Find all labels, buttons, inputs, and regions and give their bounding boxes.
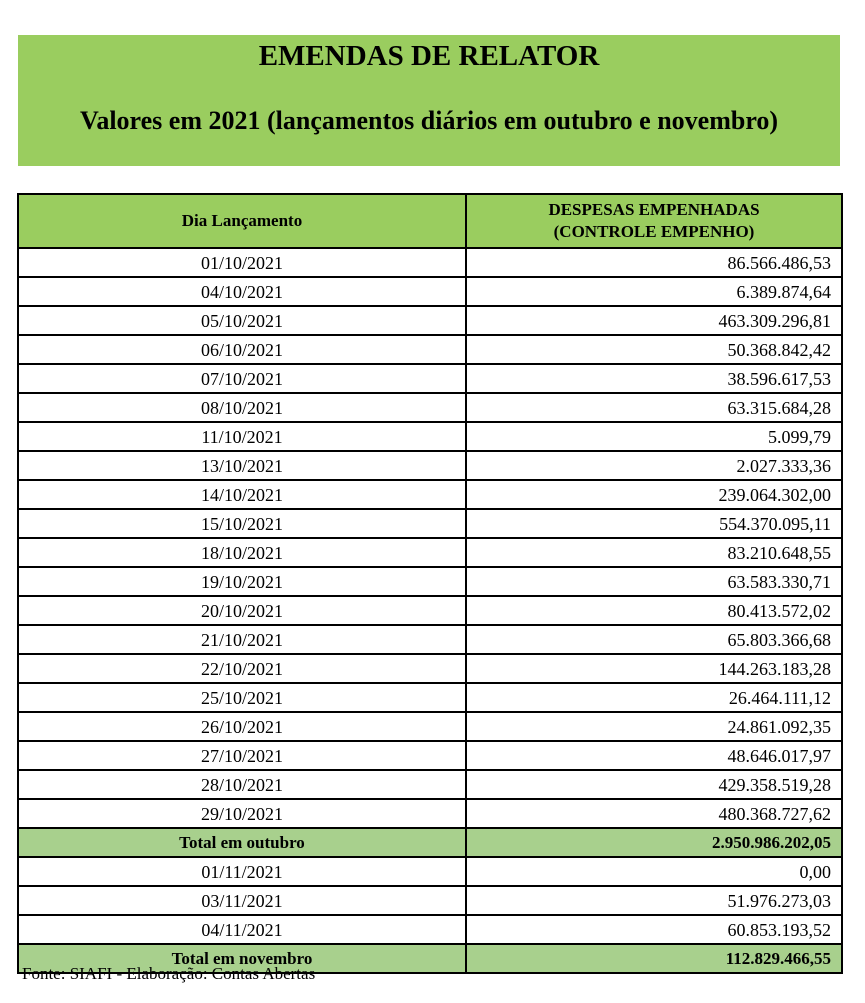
table-row bbox=[18, 248, 842, 277]
title-banner bbox=[18, 35, 840, 166]
value-cell: 83.210.648,55 bbox=[466, 538, 842, 567]
column-header-value-line2: (CONTROLE EMPENHO) bbox=[553, 222, 755, 241]
date-cell: 15/10/2021 bbox=[18, 509, 466, 538]
value-cell: 26.464.111,12 bbox=[466, 683, 842, 712]
table-row bbox=[18, 886, 842, 915]
value-cell: 554.370.095,11 bbox=[466, 509, 842, 538]
value-cell: 463.309.296,81 bbox=[466, 306, 842, 335]
date-cell: 26/10/2021 bbox=[18, 712, 466, 741]
date-cell: 27/10/2021 bbox=[18, 741, 466, 770]
expenses-table bbox=[17, 193, 843, 974]
page-subtitle: Valores em 2021 (lançamentos diários em outubro e novembro) bbox=[79, 106, 779, 135]
table-row bbox=[18, 451, 842, 480]
date-cell: 04/11/2021 bbox=[18, 915, 466, 944]
table-row bbox=[18, 712, 842, 741]
value-cell: 480.368.727,62 bbox=[466, 799, 842, 828]
table-row bbox=[18, 277, 842, 306]
value-cell: 0,00 bbox=[466, 857, 842, 886]
table-row bbox=[18, 654, 842, 683]
value-cell: 24.861.092,35 bbox=[466, 712, 842, 741]
table-row bbox=[18, 915, 842, 944]
date-cell: 28/10/2021 bbox=[18, 770, 466, 799]
table-row bbox=[18, 480, 842, 509]
table-header-row bbox=[18, 194, 842, 248]
value-cell: 48.646.017,97 bbox=[466, 741, 842, 770]
total-value: 2.950.986.202,05 bbox=[466, 828, 842, 857]
date-cell: 01/10/2021 bbox=[18, 248, 466, 277]
date-cell: 01/11/2021 bbox=[18, 857, 466, 886]
column-header-value-line1: DESPESAS EMPENHADAS bbox=[548, 200, 760, 219]
table-row bbox=[18, 799, 842, 828]
value-cell: 86.566.486,53 bbox=[466, 248, 842, 277]
table-row bbox=[18, 857, 842, 886]
table-row bbox=[18, 393, 842, 422]
value-cell: 65.803.366,68 bbox=[466, 625, 842, 654]
table-row bbox=[18, 625, 842, 654]
total-row bbox=[18, 828, 842, 857]
date-cell: 03/11/2021 bbox=[18, 886, 466, 915]
table-row bbox=[18, 422, 842, 451]
total-value: 112.829.466,55 bbox=[466, 944, 842, 973]
date-cell: 06/10/2021 bbox=[18, 335, 466, 364]
date-cell: 20/10/2021 bbox=[18, 596, 466, 625]
table-row bbox=[18, 364, 842, 393]
table-row bbox=[18, 567, 842, 596]
value-cell: 51.976.273,03 bbox=[466, 886, 842, 915]
total-label: Total em outubro bbox=[18, 828, 466, 857]
date-cell: 21/10/2021 bbox=[18, 625, 466, 654]
value-cell: 144.263.183,28 bbox=[466, 654, 842, 683]
date-cell: 19/10/2021 bbox=[18, 567, 466, 596]
value-cell: 239.064.302,00 bbox=[466, 480, 842, 509]
value-cell: 2.027.333,36 bbox=[466, 451, 842, 480]
table-row bbox=[18, 596, 842, 625]
total-label: Total em novembro bbox=[18, 944, 466, 973]
value-cell: 63.315.684,28 bbox=[466, 393, 842, 422]
date-cell: 18/10/2021 bbox=[18, 538, 466, 567]
date-cell: 07/10/2021 bbox=[18, 364, 466, 393]
value-cell: 50.368.842,42 bbox=[466, 335, 842, 364]
date-cell: 22/10/2021 bbox=[18, 654, 466, 683]
table-row bbox=[18, 538, 842, 567]
table-body bbox=[18, 248, 842, 973]
value-cell: 6.389.874,64 bbox=[466, 277, 842, 306]
table-row bbox=[18, 509, 842, 538]
value-cell: 5.099,79 bbox=[466, 422, 842, 451]
value-cell: 429.358.519,28 bbox=[466, 770, 842, 799]
column-header-value bbox=[466, 194, 842, 248]
date-cell: 08/10/2021 bbox=[18, 393, 466, 422]
date-cell: 25/10/2021 bbox=[18, 683, 466, 712]
table-row bbox=[18, 741, 842, 770]
date-cell: 13/10/2021 bbox=[18, 451, 466, 480]
value-cell: 80.413.572,02 bbox=[466, 596, 842, 625]
source-note: Fonte: SIAFI - Elaboração: Contas Abertas bbox=[22, 964, 316, 983]
value-cell: 60.853.193,52 bbox=[466, 915, 842, 944]
value-cell: 38.596.617,53 bbox=[466, 364, 842, 393]
date-cell: 11/10/2021 bbox=[18, 422, 466, 451]
date-cell: 14/10/2021 bbox=[18, 480, 466, 509]
table-row bbox=[18, 335, 842, 364]
date-cell: 29/10/2021 bbox=[18, 799, 466, 828]
table-row bbox=[18, 683, 842, 712]
date-cell: 05/10/2021 bbox=[18, 306, 466, 335]
table-row bbox=[18, 306, 842, 335]
page-title: EMENDAS DE RELATOR bbox=[258, 40, 600, 72]
value-cell: 63.583.330,71 bbox=[466, 567, 842, 596]
column-header-date: Dia Lançamento bbox=[18, 194, 466, 248]
date-cell: 04/10/2021 bbox=[18, 277, 466, 306]
table-row bbox=[18, 770, 842, 799]
